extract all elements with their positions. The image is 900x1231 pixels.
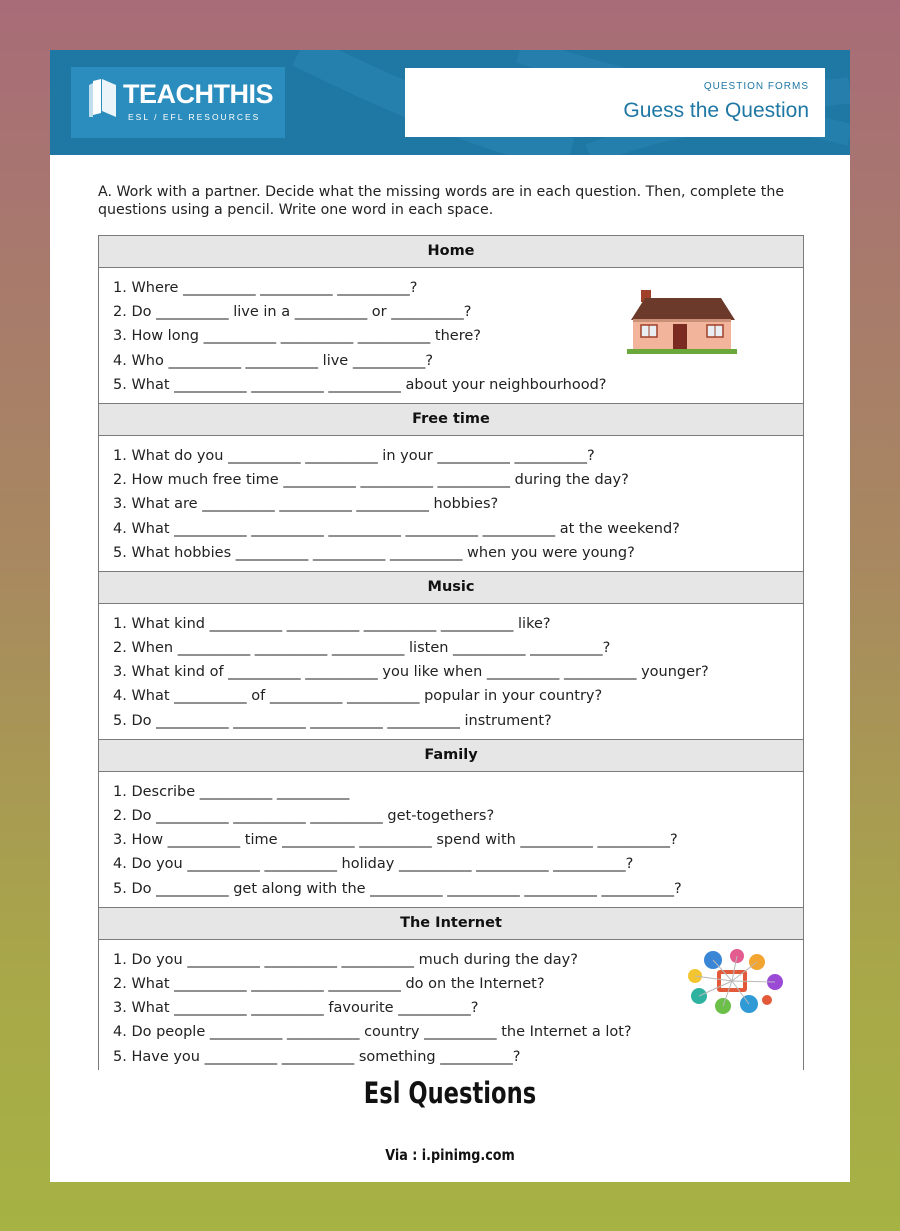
logo-name: TEACHTHIS — [123, 79, 273, 109]
section-header-free-time: Free time — [99, 404, 803, 436]
section-body-family — [99, 772, 803, 908]
section-header-internet: The Internet — [99, 908, 803, 940]
question-item: 4. What __________ __________ __________ __________ __________ at the weekend? — [113, 520, 680, 537]
footer — [50, 1070, 850, 1182]
question-item: 1. What kind __________ __________ __________ __________ like? — [113, 615, 551, 632]
section-header-home: Home — [99, 236, 803, 268]
question-item: 4. Who __________ __________ live __________? — [113, 352, 434, 369]
question-item: 1. Describe __________ __________ — [113, 783, 350, 800]
question-item: 4. What __________ of __________ __________ popular in your country? — [113, 688, 603, 705]
section-body-internet — [99, 940, 803, 1076]
worksheet-card — [50, 50, 850, 1182]
section-header-family: Family — [99, 740, 803, 772]
section-body-home — [99, 268, 803, 404]
question-item: 2. Do __________ __________ __________ get-togethers? — [113, 808, 495, 824]
question-item: 4. Do you __________ __________ holiday __________ __________ __________? — [113, 856, 634, 873]
section-header-music: Music — [99, 572, 803, 604]
question-item: 5. Have you __________ __________ something __________? — [113, 1048, 521, 1065]
question-item: 2. When __________ __________ __________ listen __________ __________? — [113, 640, 611, 657]
header-banner — [50, 50, 850, 155]
question-item: 1. What do you __________ __________ in your __________ __________? — [113, 447, 595, 464]
question-item: 5. Do __________ __________ __________ __________ instrument? — [113, 712, 552, 729]
question-item: 2. How much free time __________ __________ __________ during the day? — [113, 472, 629, 489]
logo[interactable] — [71, 67, 285, 138]
questions-table — [98, 235, 804, 1076]
question-item: 3. What kind of __________ __________ you like when __________ __________ younger? — [113, 664, 709, 681]
question-item: 3. How long __________ __________ __________ there? — [113, 328, 481, 345]
question-item: 2. Do __________ live in a __________ or __________? — [113, 304, 472, 321]
footer-title: Esl Questions — [363, 1076, 537, 1110]
worksheet-title: Guess the Question — [623, 99, 809, 122]
book-logo-icon — [87, 77, 121, 119]
worksheet-kicker: QUESTION FORMS — [703, 81, 809, 92]
question-item: 5. What __________ __________ __________ about your neighbourhood? — [113, 376, 607, 393]
question-item: 1. Where __________ __________ __________? — [113, 280, 418, 296]
question-item: 2. What __________ __________ __________ do on the Internet? — [113, 975, 545, 992]
section-body-free-time — [99, 436, 803, 572]
question-item: 3. How __________ time __________ __________ spend with __________ __________? — [113, 832, 678, 849]
question-item: 3. What __________ __________ favourite __________? — [113, 1000, 479, 1017]
title-box — [405, 68, 825, 137]
logo-subtitle: ESL / EFL RESOURCES — [128, 112, 261, 122]
internet-social-icons-illustration — [683, 946, 787, 1018]
source-link[interactable]: Via : i.pinimg.com — [385, 1146, 515, 1164]
section-body-music — [99, 604, 803, 740]
question-item: 4. Do people __________ __________ country __________ the Internet a lot? — [113, 1024, 632, 1041]
question-item: 1. Do you __________ __________ __________ much during the day? — [113, 951, 578, 968]
house-illustration — [627, 290, 737, 356]
instructions: A. Work with a partner. Decide what the missing words are in each question. Then, complete the questions using a pencil. Write one word in each space. — [98, 184, 785, 218]
question-item: 3. What are __________ __________ __________ hobbies? — [113, 496, 499, 513]
question-item: 5. Do __________ get along with the __________ __________ __________ __________? — [113, 880, 682, 897]
question-item: 5. What hobbies __________ __________ __________ when you were young? — [113, 544, 635, 561]
